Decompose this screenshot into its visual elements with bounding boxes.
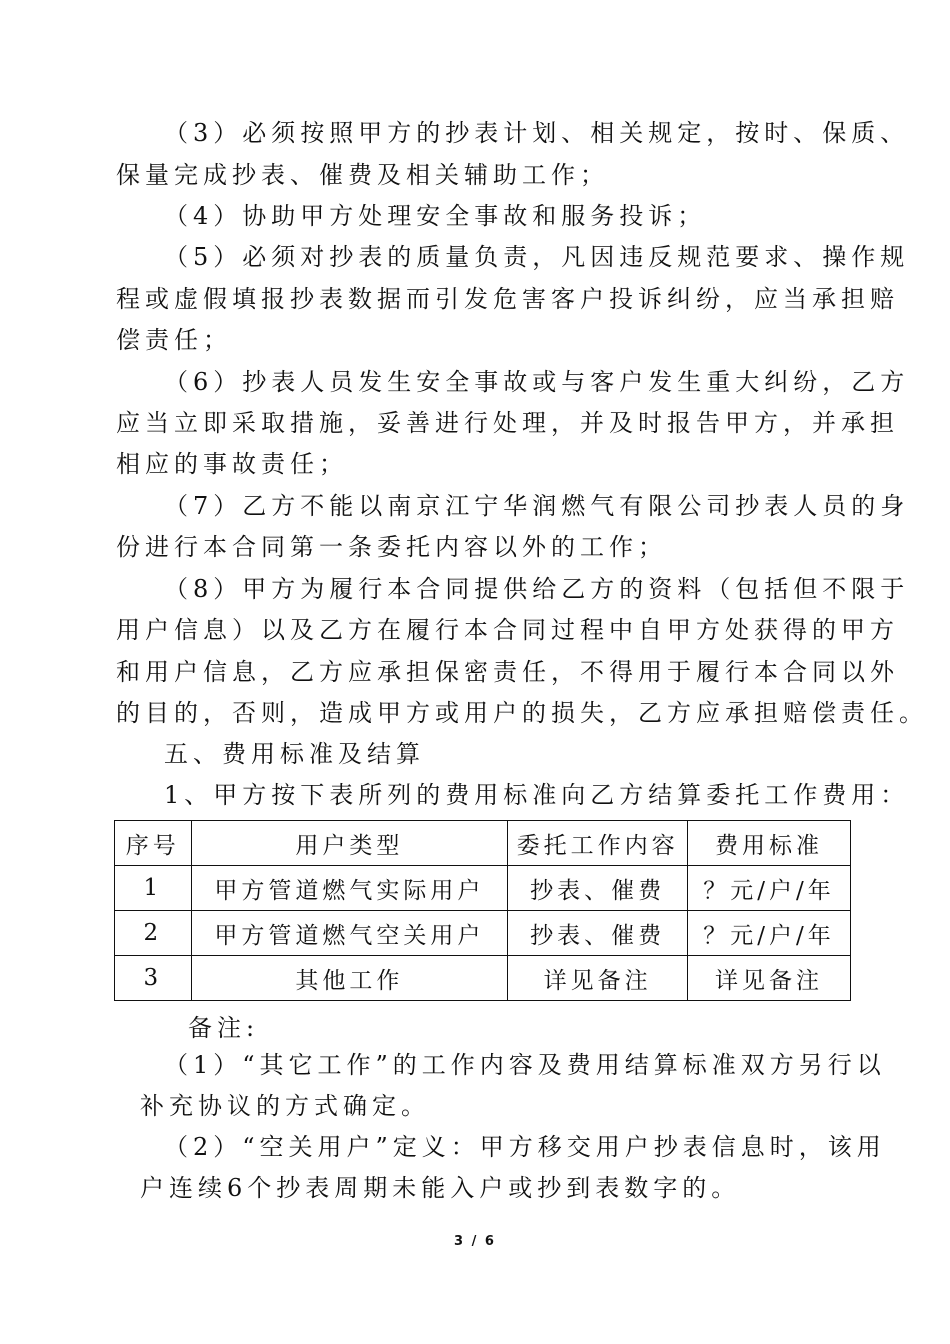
page-number: 3 / 6 bbox=[454, 1234, 496, 1249]
paragraph-line: （4）协助甲方处理安全事故和服务投诉； bbox=[164, 202, 707, 230]
paragraph-line: （8）甲方为履行本合同提供给乙方的资料（包括但不限于 bbox=[164, 575, 910, 603]
table-header-cell: 用户类型 bbox=[191, 821, 508, 866]
paragraph-line: 偿责任； bbox=[116, 326, 232, 354]
fee-standard-table bbox=[114, 820, 851, 1001]
table-cell: ？元/户/年 bbox=[688, 866, 851, 911]
paragraph-line: 相应的事故责任； bbox=[116, 450, 348, 478]
paragraph-line: （7）乙方不能以南京江宁华润燃气有限公司抄表人员的身 bbox=[164, 492, 910, 520]
table-cell: 1 bbox=[115, 866, 192, 911]
paragraph-line: 保量完成抄表、催费及相关辅助工作； bbox=[116, 161, 609, 189]
notes-label: 备注: bbox=[188, 1014, 260, 1042]
table-row bbox=[115, 956, 851, 1001]
section-heading: 五、费用标准及结算 bbox=[164, 740, 425, 768]
note-line: 户连续6个抄表周期未能入户或抄到表数字的。 bbox=[140, 1174, 741, 1202]
table-cell: 其他工作 bbox=[191, 956, 508, 1001]
paragraph-line: 的目的，否则，造成甲方或用户的损失，乙方应承担赔偿责任。 bbox=[116, 699, 928, 727]
table-cell: 甲方管道燃气实际用户 bbox=[191, 866, 508, 911]
table-header-cell: 序号 bbox=[115, 821, 192, 866]
paragraph-line: 和用户信息，乙方应承担保密责任，不得用于履行本合同以外 bbox=[116, 658, 899, 686]
note-line: （1）“其它工作”的工作内容及费用结算标准双方另行以 bbox=[164, 1051, 886, 1079]
table-cell: 详见备注 bbox=[508, 956, 688, 1001]
table-cell: 详见备注 bbox=[688, 956, 851, 1001]
table-cell: 甲方管道燃气空关用户 bbox=[191, 911, 508, 956]
table-header-row bbox=[115, 821, 851, 866]
paragraph-line: 用户信息）以及乙方在履行本合同过程中自甲方处获得的甲方 bbox=[116, 616, 899, 644]
paragraph-line: （5）必须对抄表的质量负责，凡因违反规范要求、操作规 bbox=[164, 243, 910, 271]
table-header-cell: 委托工作内容 bbox=[508, 821, 688, 866]
paragraph-line: 份进行本合同第一条委托内容以外的工作； bbox=[116, 533, 667, 561]
table-cell: 3 bbox=[115, 956, 192, 1001]
paragraph-line: 程或虚假填报抄表数据而引发危害客户投诉纠纷，应当承担赔 bbox=[116, 285, 899, 313]
table-cell: 抄表、催费 bbox=[508, 866, 688, 911]
table-cell: 抄表、催费 bbox=[508, 911, 688, 956]
table-row bbox=[115, 866, 851, 911]
paragraph-line: （3）必须按照甲方的抄表计划、相关规定，按时、保质、 bbox=[164, 119, 910, 147]
paragraph-line: （6）抄表人员发生安全事故或与客户发生重大纠纷，乙方 bbox=[164, 368, 910, 396]
note-line: 补充协议的方式确定。 bbox=[140, 1092, 430, 1120]
table-row bbox=[115, 911, 851, 956]
table-cell: ？元/户/年 bbox=[688, 911, 851, 956]
table-cell: 2 bbox=[115, 911, 192, 956]
paragraph-line: 应当立即采取措施，妥善进行处理，并及时报告甲方，并承担 bbox=[116, 409, 899, 437]
table-header-cell: 费用标准 bbox=[688, 821, 851, 866]
note-line: （2）“空关用户”定义：甲方移交用户抄表信息时，该用 bbox=[164, 1133, 886, 1161]
paragraph-line: 1、甲方按下表所列的费用标准向乙方结算委托工作费用： bbox=[164, 781, 910, 809]
